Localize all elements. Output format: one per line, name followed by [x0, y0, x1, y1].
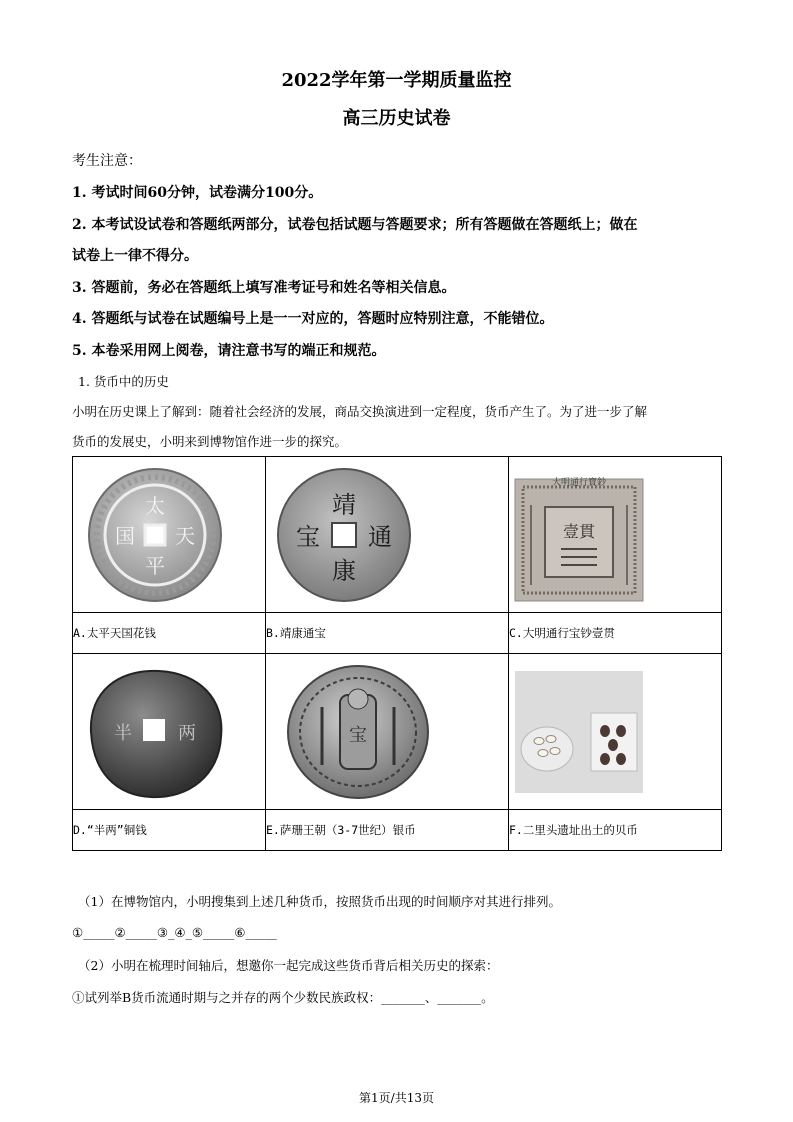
- page-number: 第1页/共13页: [359, 1091, 434, 1105]
- coin-e-cell: [266, 654, 509, 810]
- coin-b-char-right: 通: [368, 522, 392, 551]
- notice-item-1: 1. 考试时间60分钟，试卷满分100分。: [72, 185, 323, 201]
- coin-b-char-left: 宝: [296, 522, 320, 551]
- coin-e-image: [266, 657, 466, 807]
- coin-a-char-bottom: 平: [145, 553, 165, 578]
- coin-d-caption: D.“半两”铜钱: [73, 810, 266, 851]
- sub-question-2: （2）小明在梳理时间轴后，想邀你一起完成这些货币背后相关历史的探索：: [78, 958, 499, 973]
- coin-c-header-text: 大明通行寶鈔: [551, 477, 607, 488]
- coin-c-image: [509, 465, 659, 605]
- currency-table: [72, 456, 722, 851]
- coin-e-caption: E.萨珊王朝（3-7世纪）银币: [266, 810, 509, 851]
- coin-a-cell: [73, 457, 266, 613]
- coin-b-char-top: 靖: [332, 490, 356, 519]
- coin-a-char-left: 国: [115, 523, 135, 548]
- coin-b-char-bottom: 康: [332, 556, 356, 585]
- coin-a-char-right: 天: [175, 523, 195, 548]
- coin-f-caption: F.二里头遗址出土的贝币: [509, 810, 722, 851]
- exam-subtitle: 高三历史试卷: [342, 108, 451, 129]
- coin-a-caption: A.太平天国花钱: [73, 613, 266, 654]
- notice-heading: 考生注意：: [72, 153, 142, 169]
- coin-a-image: [73, 465, 233, 605]
- coin-b-caption: B.靖康通宝: [266, 613, 509, 654]
- sub-question-1: （1）在博物馆内，小明搜集到上述几种货币，按照货币出现的时间顺序对其进行排列。: [78, 894, 561, 909]
- coin-c-cell: [509, 457, 722, 613]
- coin-d-image: [73, 657, 233, 807]
- coin-a-char-top: 太: [145, 493, 165, 518]
- sub-question-1-answer: ①_____②_____③_④_⑤_____⑥_____: [72, 925, 277, 940]
- coin-f-cell: [509, 654, 722, 810]
- coin-b-cell: [266, 457, 509, 613]
- coin-d-char-left: 半: [114, 722, 132, 744]
- notice-item-5: 5. 本卷采用网上阅卷，请注意书写的端正和规范。: [72, 343, 386, 359]
- exam-title: 2022学年第一学期质量监控: [281, 70, 512, 91]
- question-intro-1: 小明在历史课上了解到：随着社会经济的发展，商品交换演进到一定程度，货币产生了。为了进一步了解: [72, 404, 648, 419]
- notice-item-2: 2. 本考试设试卷和答题纸两部分，试卷包括试题与答题要求；所有答题做在答题纸上；做在: [72, 217, 638, 233]
- coin-c-caption: C.大明通行宝钞壹贯: [509, 613, 722, 654]
- coin-b-image: [266, 465, 466, 605]
- notice-item-2-cont: 试卷上一律不得分。: [72, 248, 198, 264]
- coin-d-cell: [73, 654, 266, 810]
- coin-d-char-right: 两: [178, 722, 196, 744]
- coin-e-char: 宝: [349, 724, 367, 746]
- sub-question-2-item-1: ①试列举B货币流通时期与之并存的两个少数民族政权：_______、_______。: [72, 990, 494, 1005]
- notice-item-4: 4. 答题纸与试卷在试题编号上是一一对应的，答题时应特别注意，不能错位。: [72, 311, 554, 327]
- question-intro-2: 货币的发展史，小明来到博物馆作进一步的探究。: [72, 434, 348, 449]
- coin-c-value-text: 壹貫: [562, 521, 596, 541]
- question-title: 1. 货币中的历史: [78, 374, 169, 389]
- coin-f-image: [509, 657, 659, 807]
- notice-item-3: 3. 答题前，务必在答题纸上填写准考证号和姓名等相关信息。: [72, 280, 456, 296]
